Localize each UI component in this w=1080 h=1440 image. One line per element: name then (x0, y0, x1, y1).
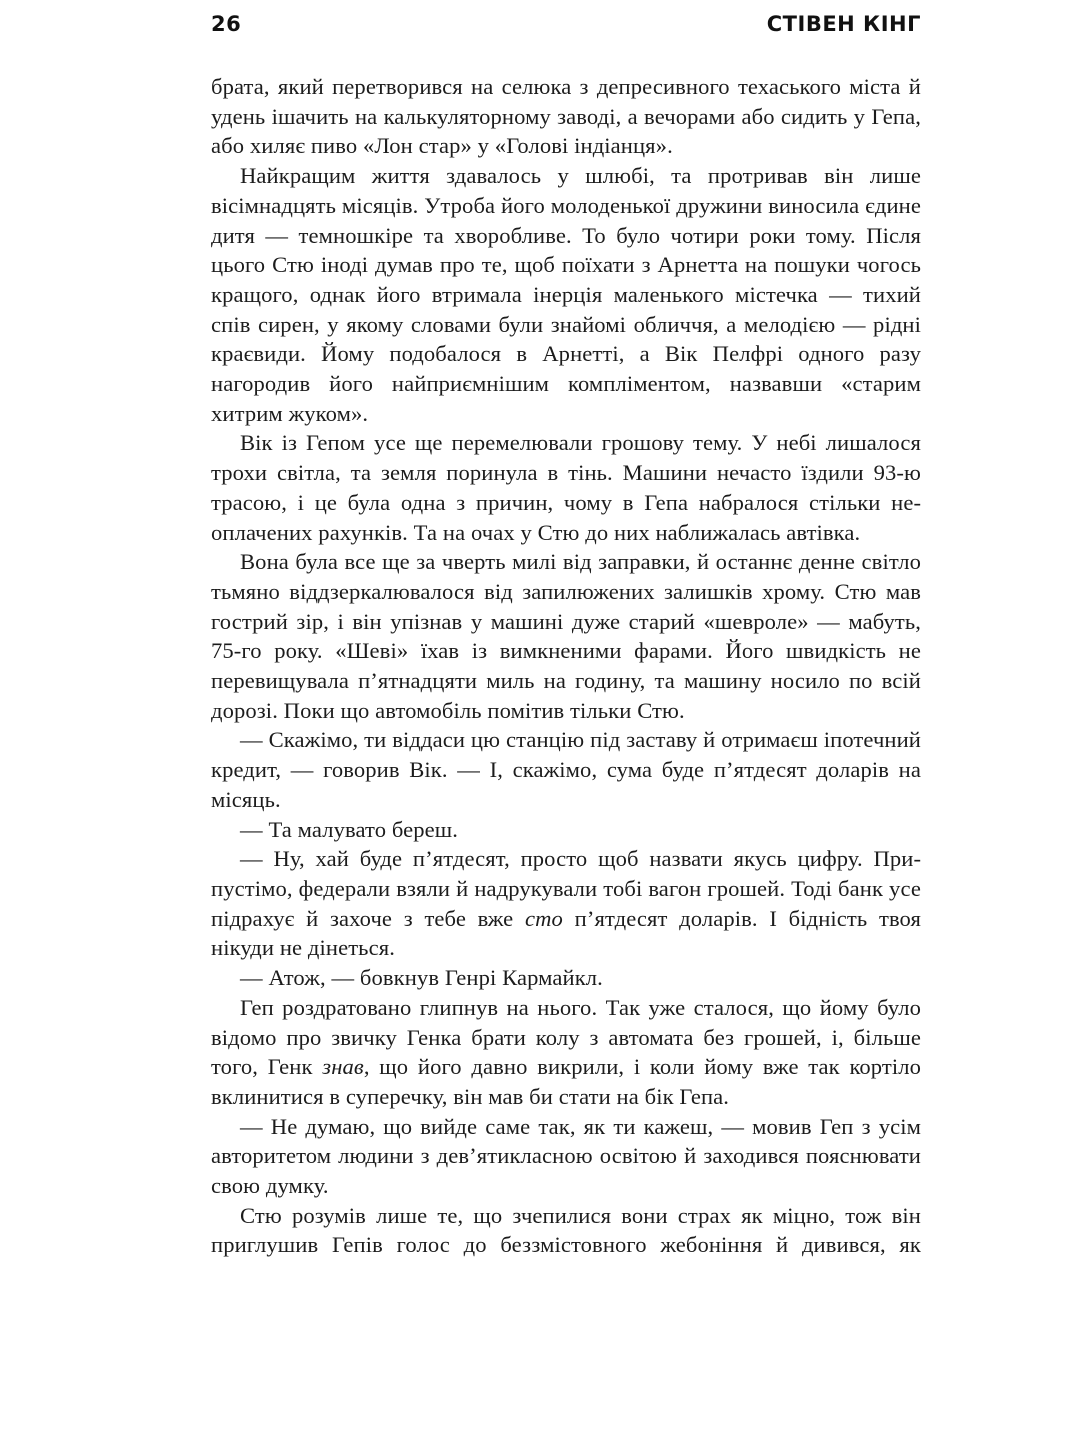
paragraph (211, 725, 921, 814)
text-run: — Та малувато береш. (240, 816, 459, 842)
paragraph (211, 963, 921, 993)
paragraph (211, 161, 921, 428)
text-run: — Не думаю, що вийде саме так, як ти кажеш, — мовив Геп з усім авторитетом людини з дев’ятикласною освітою й заходився пояснювати свою думку. (211, 1113, 921, 1199)
book-page (211, 10, 921, 1260)
text-run: Вік із Гепом усе ще перемелювали грошову тему. У небі лишалося трохи світла, та земля поринула в тінь. Машини нечасто їздили 93-ю трасою, і це була одна з причин, чому в Гепа набралося стільки неоплачених рахунків. Та на очах у Стю до них наближалась автівка. (211, 430, 921, 545)
paragraph (211, 72, 921, 161)
italic-text: знав (322, 1054, 364, 1080)
paragraph (211, 1201, 921, 1260)
paragraph (211, 428, 921, 547)
author-name: СТІВЕН КІНГ (766, 12, 921, 36)
running-head (211, 10, 921, 38)
paragraph (211, 815, 921, 845)
text-run: Геп роздратовано глипнув на нього. Так уже сталося, що йому було відомо про звичку Генка брати колу з автомата без грошей, і, більше того, Генк (211, 994, 921, 1080)
paragraph (211, 844, 921, 963)
text-run: брата, який перетворився на селюка з депресивного техаського міста й удень ішачить на калькуляторному заводі, а вечорами або сидить у Гепа, або хиляє пиво «Лон стар» у «Голові індіанця». (211, 74, 921, 159)
italic-text: сто (525, 905, 563, 931)
text-run: Найкращим життя здавалось у шлюбі, та протривав він лише вісімнадцять місяців. Утроба його молоденької дружини виносила єдине дитя — темношкіре та хворобливе. То було чотири роки тому. Після цього Стю іноді думав про те, щоб поїхати з Арнетта на пошуки чогось кращого, однак його втримала інерція маленького містечка — тихий спів сирен, у якому словами були знайомі обличчя, а мелодією — рідні краєвиди. Йому подобалося в Арнетті, а Вік Пелфрі одного разу нагородив його найприємнішим компліментом, назвавши «старим хитрим жуком». (211, 163, 921, 426)
paragraph (211, 993, 921, 1112)
body-text (211, 72, 921, 1260)
text-run: — Ну, хай буде п’ятдесят, просто щоб назвати якусь цифру. Припустімо, федерали взяли й надрукували тобі вагон грошей. Тоді банк усе підрахує й захоче з тебе вже (211, 846, 921, 931)
paragraph (211, 1112, 921, 1201)
text-run: п’ятдесят доларів. І бідність твоя нікуди не дінеться. (211, 905, 922, 961)
text-run: — Атож, — бовкнув Генрі Кармайкл. (240, 965, 603, 991)
text-run: , що його давно викрили, і коли йому вже так кортіло вклинитися в суперечку, він мав би стати на бік Гепа. (211, 1054, 921, 1109)
text-run: Стю розумів лише те, що зчепилися вони страх як міцно, тож він приглушив Гепів голос до беззмістовного жебоніння й дивився, як (211, 1202, 921, 1258)
text-run: Вона була все ще за чверть милі від заправки, й останнє денне світло тьмяно віддзеркалювалося від запилюжених залишків хрому. Стю мав гострий зір, і він упізнав у машині дуже старий «шевроле» — мабуть, 75-го року. «Шеві» їхав із вимкненими фарами. Його швидкість не перевищувала п’ятнадцяти миль на годину, та машину носило по всій дорозі. Поки що автомобіль помітив тільки Стю. (211, 549, 921, 723)
page-number: 26 (211, 12, 242, 36)
text-run: — Скажімо, ти віддаси цю станцію під заставу й отримаєш іпотечний кредит, — говорив Вік. — І, скажімо, сума буде п’ятдесят доларів на місяць. (211, 727, 921, 812)
paragraph (211, 547, 921, 725)
